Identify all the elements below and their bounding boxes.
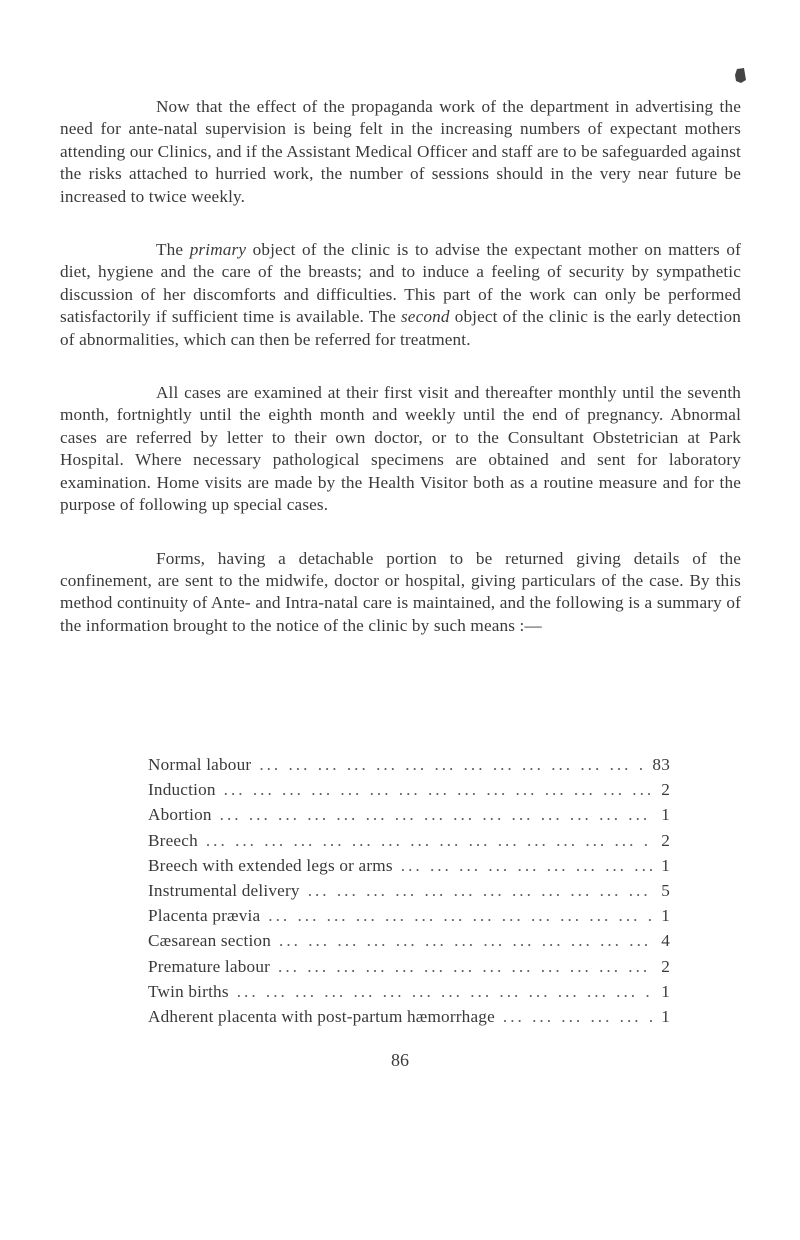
ink-mark	[733, 68, 747, 84]
dot-leader	[259, 752, 646, 777]
dot-leader	[224, 777, 652, 802]
dot-leader	[278, 954, 652, 979]
paragraph-text: object of the clinic is to advise the expectant mother on matters of diet, hygiene and the care of the breasts; and to induce a feeling of security by sympathetic discussion of her discomforts and difficulties. This part of the work can only be performed satisfactorily if sufficient time is available. The	[60, 240, 741, 327]
list-item	[148, 979, 670, 1004]
item-label: Abortion	[148, 805, 212, 825]
item-count: 1	[661, 855, 670, 875]
paragraph-examination-schedule: All cases are examined at their first visit and thereafter monthly until the seventh month, fortnightly until the eighth month and weekly until the end of pregnancy. Abnormal cases are referred by letter to their own doctor, or to the Consultant Obstetrician at Park Hospital. Where necessary pathological specimens are obtained and sent for laboratory examination. Home visits are made by the Health Visitor both as a routine measure and for the purpose of following up special cases.	[60, 383, 741, 515]
dot-leader	[279, 928, 652, 953]
dot-leader	[220, 802, 652, 827]
item-label: Breech	[148, 830, 198, 850]
item-label: Induction	[148, 780, 216, 800]
item-label: Adherent placenta with post-partum hæmorrhage	[148, 1006, 495, 1026]
item-label: Instrumental delivery	[148, 880, 300, 900]
dot-leader	[268, 903, 652, 928]
list-item	[148, 828, 670, 853]
item-label: Premature labour	[148, 956, 271, 976]
emphasis-primary: primary	[189, 240, 247, 260]
dot-leader	[308, 878, 652, 903]
item-count: 83	[652, 755, 670, 774]
list-item	[148, 1004, 670, 1029]
list-item	[148, 954, 670, 979]
item-label: Placenta prævia	[148, 906, 261, 926]
dot-leader	[206, 828, 652, 853]
item-label: Normal labour	[148, 755, 252, 774]
dot-leader	[401, 853, 652, 878]
paragraph-clinic-objects	[60, 239, 741, 351]
item-count: 1	[661, 981, 670, 1001]
list-item	[148, 802, 670, 827]
confinement-summary-list	[148, 752, 670, 1029]
list-item	[148, 777, 670, 802]
dot-leader	[237, 979, 652, 1004]
item-count: 2	[661, 830, 670, 850]
document-body	[60, 96, 741, 668]
item-count: 2	[661, 956, 670, 976]
paragraph-propaganda: Now that the effect of the propaganda work of the department in advertising the need for ante-natal supervision is being felt in the increasing numbers of expectant mothers attending our Clinics, and if the Assistant Medical Officer and staff are to be safeguarded against the risks attached to hurried work, the number of sessions should in the very near future be increased to twice weekly.	[60, 97, 741, 206]
item-label: Cæsarean section	[148, 931, 272, 951]
paragraph-text: The	[156, 240, 190, 260]
dot-leader	[503, 1004, 652, 1029]
paragraph-text: object of the clinic is the early detection of abnormalities, which can then be referred for treatment.	[60, 307, 741, 349]
item-label: Twin births	[148, 981, 229, 1001]
item-count: 1	[661, 906, 670, 926]
list-item	[148, 903, 670, 928]
list-item	[148, 878, 670, 903]
item-count: 2	[661, 780, 670, 800]
list-item	[148, 853, 670, 878]
paragraph-forms: Forms, having a detachable portion to be returned giving details of the confinement, are sent to the midwife, doctor or hospital, giving particulars of the case. By this method continuity of Ante- and Intra-natal care is maintained, and the following is a summary of the information brought to the notice of the clinic by such means :—	[60, 548, 741, 635]
item-count: 5	[661, 880, 670, 900]
list-item	[148, 928, 670, 953]
item-count: 1	[661, 1006, 670, 1026]
list-item	[148, 752, 670, 777]
item-count: 1	[661, 805, 670, 825]
item-label: Breech with extended legs or arms	[148, 855, 393, 875]
emphasis-second: second	[400, 307, 450, 327]
item-count: 4	[661, 931, 670, 951]
page-number: 86	[391, 1050, 409, 1070]
